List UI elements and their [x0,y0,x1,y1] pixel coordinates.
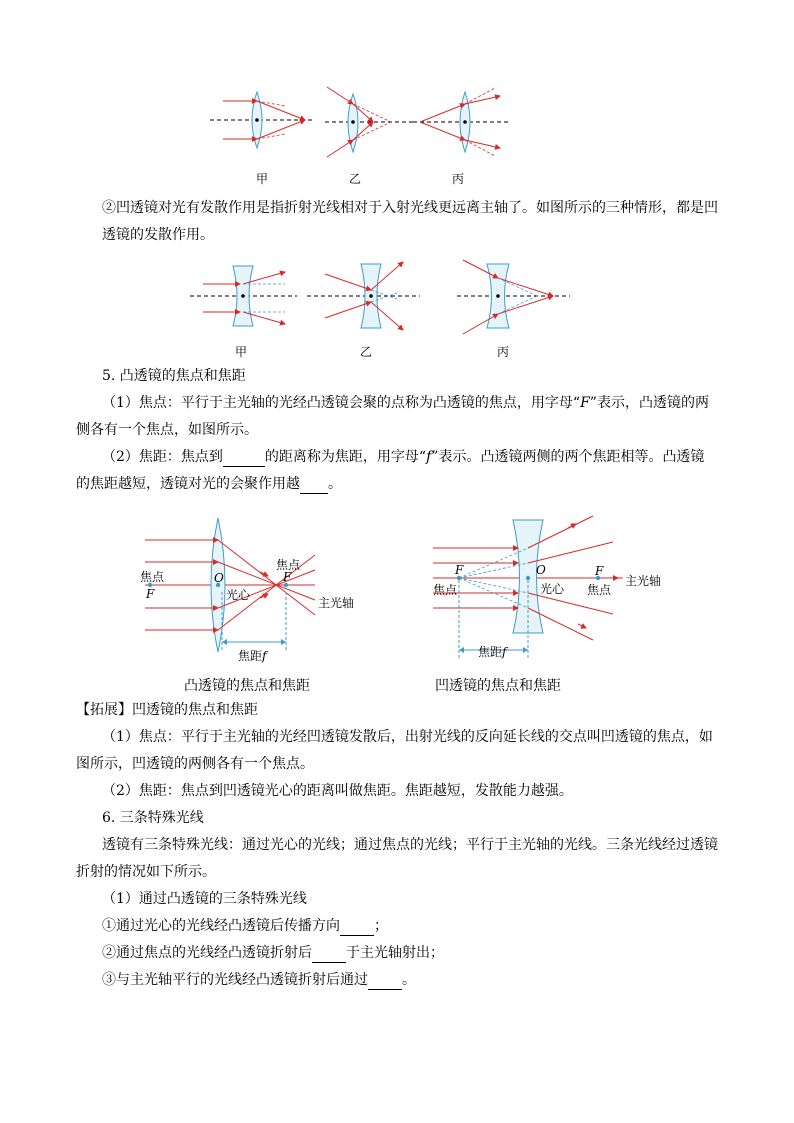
concave-figure-caption: 凹透镜的焦点和焦距 [435,678,561,694]
figure-concave-three-cases [185,254,575,342]
section5-item2-line1: （2）焦距：焦点到 的距离称为焦距，用字母“f”表示。凸透镜两侧的两个焦距相等。凸透镜 [102,449,705,465]
fig1-label-bing: 丙 [452,172,465,186]
concave-F-left: F [455,563,464,577]
section6-sub1: （1）通过凸透镜的三条特殊光线 [102,891,307,907]
concave-focus-left-label: 焦点 [433,583,458,597]
section6-q3: ③与主光轴平行的光线经凸透镜折射后通过 。 [102,972,416,988]
concave-focal-length-label: 焦距f [478,645,507,659]
convex-focal-length-label: 焦距f [238,649,267,663]
extension-item1-line1: （1）焦点：平行于主光轴的光经凹透镜发散后，出射光线的反向延长线的交点叫凹透镜的焦点，如 [102,729,713,745]
fig2-label-yi: 乙 [360,345,373,359]
blank-parallel-ray[interactable] [368,975,402,990]
convex-center-label: 光心 [226,588,251,602]
fig2-label-jia: 甲 [235,345,248,359]
section6-intro-line1: 透镜有三条特殊光线：通过光心的光线；通过焦点的光线；平行于主光轴的光线。三条光线经过透镜 [102,837,718,853]
blank-focus-ray[interactable] [312,948,346,963]
blank-focal-reference[interactable] [223,452,265,467]
concave-case-bing [457,260,570,334]
section6-q2: ②通过焦点的光线经凸透镜折射后 于主光轴射出； [102,945,444,961]
convex-O-label: O [214,571,224,585]
concave-diverge-line1: ②凹透镜对光有发散作用是指折射光线相对于入射光线更远离主轴了。如图所示的三种情形，都是凹 [102,200,718,216]
concave-O-label: O [536,563,546,577]
section5-item2-line2: 的焦距越短，透镜对光的会聚作用越 。 [76,476,342,492]
convex-case-jia [210,92,313,148]
concave-F-right: F [595,564,604,578]
figure-convex-focus [140,510,370,670]
extension-item1-line2: 图所示，凹透镜的两侧各有一个焦点。 [76,756,314,772]
fig2-label-bing: 丙 [497,345,510,359]
section5-item1-line2: 侧各有一个焦点，如图所示。 [76,422,258,438]
blank-converge-strength[interactable] [300,479,328,494]
section6-title: 6. 三条特殊光线 [102,810,204,826]
convex-axis-label: 主光轴 [318,596,355,610]
convex-case-yi [325,87,415,157]
extension-title: 【拓展】凹透镜的焦点和焦距 [76,702,258,718]
concave-center-label: 光心 [540,582,565,596]
concave-axis-label: 主光轴 [625,574,662,588]
fig1-label-jia: 甲 [256,172,269,186]
concave-diverge-line2: 透镜的发散作用。 [102,227,214,243]
section5-item1-line1: （1）焦点：平行于主光轴的光经凸透镜会聚的点称为凸透镜的焦点，用字母“F”表示，凸透镜的两 [102,395,709,411]
fig1-label-yi: 乙 [349,172,362,186]
convex-case-bing [413,88,510,156]
convex-figure-caption: 凸透镜的焦点和焦距 [184,678,310,694]
convex-focus-right-label: 焦点 [276,558,301,572]
concave-focus-right-label: 焦点 [587,583,612,597]
extension-item2: （2）焦距：焦点到凹透镜光心的距离叫做焦距。焦距越短，发散能力越强。 [102,783,573,799]
convex-F-left: F [146,587,155,601]
section6-intro-line2: 折射的情况如下所示。 [76,864,216,880]
concave-case-yi [307,262,420,330]
convex-F-right: F [283,570,292,584]
blank-center-ray[interactable] [340,921,374,936]
section5-title: 5. 凸透镜的焦点和焦距 [102,368,246,384]
concave-case-jia [190,266,297,326]
section6-q1: ①通过光心的光线经凸透镜后传播方向 ； [102,918,388,934]
convex-focus-left-label: 焦点 [140,570,165,584]
